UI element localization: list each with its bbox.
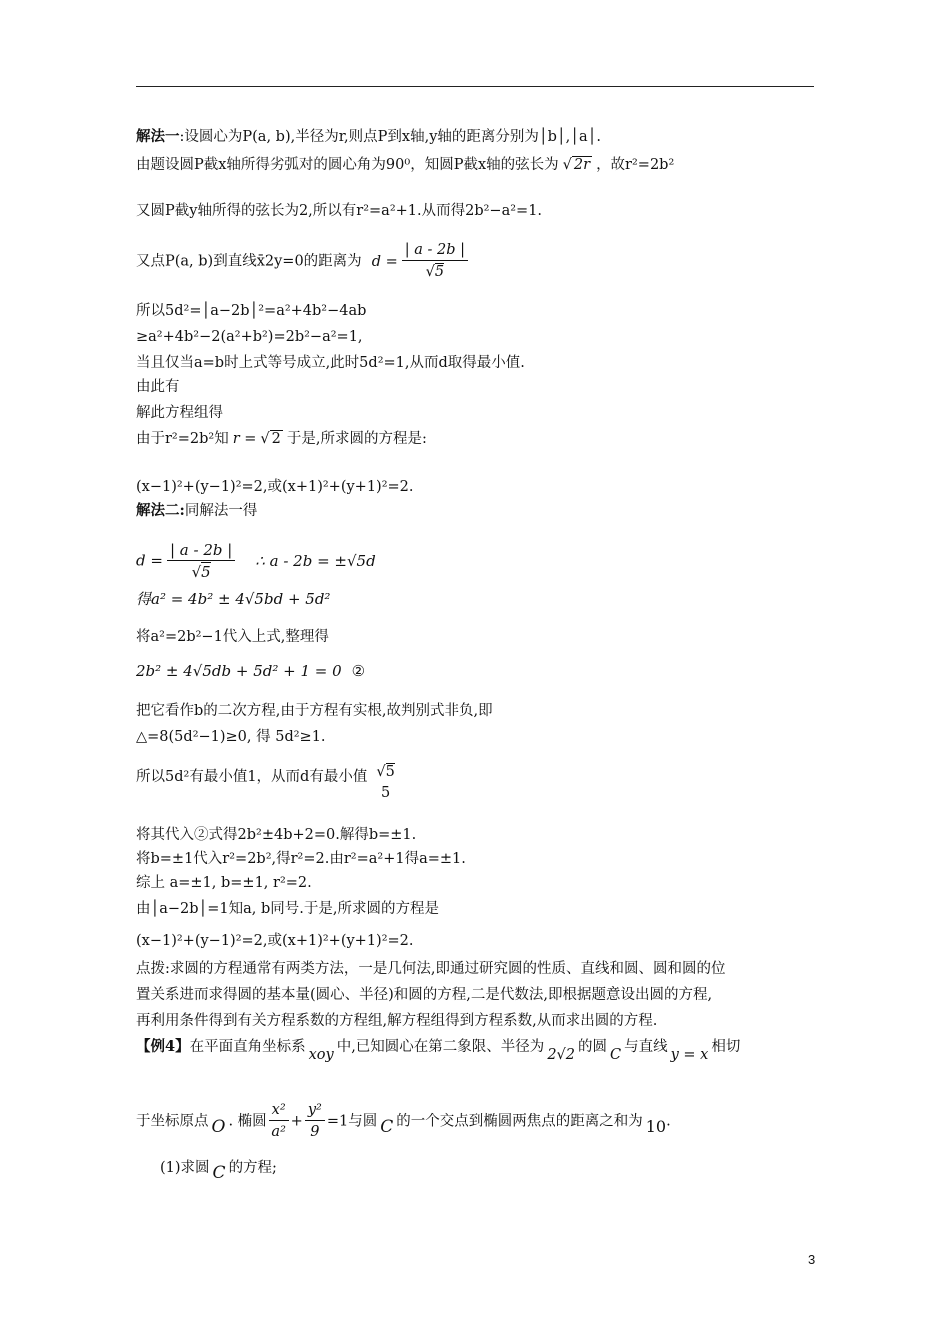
line-inequality: ≥a²+4b²−2(a²+b²)=2b²−a²=1, — [136, 329, 363, 345]
y-chord-line: 又圆P截y轴所得的弦长为2,所以有r²=a²+1.从而得2b²−a²=1. — [136, 203, 543, 219]
arc-chord-line: 由题设圆P截x轴所得劣弧对的圆心角为90⁰，知圆P截x轴的弦长为 √ 2r ，故r²=2b² — [136, 157, 675, 173]
summary: 综上 a=±1, b=±1, r²=2. — [136, 875, 312, 891]
same-sign: 由│a−2b│=1知a, b同号.于是,所求圆的方程是 — [136, 901, 439, 917]
tip-line-3: 再利用条件得到有关方程系数的方程组,解方程组得到方程系数,从而求出圆的方程. — [136, 1013, 658, 1029]
tip-line-2: 置关系进而求得圆的基本量(圆心、半径)和圆的方程,二是代数法,即根据题意设出圆的方程, — [136, 987, 713, 1003]
min-d-line: 所以5d²有最小值1，从而d有最小值 √5 5 — [136, 764, 395, 801]
page-number: 3 — [808, 1252, 816, 1267]
tip-line-1: 点拨:求圆的方程通常有两类方法，一是几何法,即通过研究圆的性质、直线和圆、圆和圆的位 — [136, 961, 726, 977]
question-1: (1)求圆 C 的方程; — [160, 1160, 277, 1183]
method1-line: 解法一:设圆心为P(a, b),半径为r,则点P到x轴,y轴的距离分别为│b│,│a│. — [136, 128, 601, 145]
method2-a2: 得a² = 4b² ± 4√5bd + 5d² — [136, 590, 331, 608]
header-rule — [136, 86, 814, 87]
line-5d2: 所以5d²=│a−2b│²=a²+4b²−4ab — [136, 303, 367, 319]
ellipse-line: 于坐标原点 O . 椭圆 $\frac{\text{x²}}{\text{a²}}$ + $\frac{\text{y²}}{9}$ =1与圆 C 的一个交点到椭圆两焦点的距离之和为 10. — [136, 1102, 671, 1140]
line-equality: 当且仅当a=b时上式等号成立,此时5d²=1,从而d取得最小值. — [136, 355, 525, 371]
distance-line: 又点P(a, b)到直线x̄2y=0的距离为 d = $\frac{| a - 2b |}{√5}$ — [136, 240, 468, 283]
method2-distance: d = $\frac{| a - 2b |}{√5}$ ∴ a - 2b = ±√5d — [136, 541, 376, 581]
substitute-b: 将其代入②式得2b²±4b+2=0.解得b=±1. — [136, 827, 417, 843]
method2-line: 解法二:同解法一得 — [136, 502, 258, 519]
circle-equations-2: (x−1)²+(y−1)²=2,或(x+1)²+(y+1)²=2. — [136, 933, 414, 949]
quadratic-b: 2b² ± 4√5db + 5d² + 1 = 0 ② — [136, 662, 366, 680]
circle-equations-1: (x−1)²+(y−1)²=2,或(x+1)²+(y+1)²=2. — [136, 479, 414, 495]
example4-line: 【例4】在平面直角坐标系 xoy 中,已知圆心在第二象限、半径为 2√2 的圆 C 与直线 y = x 相切 — [136, 1038, 741, 1063]
line-solve: 解此方程组得 — [136, 405, 223, 421]
discriminant-text: 把它看作b的二次方程,由于方程有实根,故判别式非负,即 — [136, 703, 493, 719]
solve-a: 将b=±1代入r²=2b²,得r²=2.由r²=a²+1得a=±1. — [136, 851, 466, 867]
line-r-value: 由于r²=2b²知 r = √ 2 于是,所求圆的方程是: — [136, 431, 427, 447]
discriminant-line: △=8(5d²−1)≥0, 得 5d²≥1. — [136, 729, 326, 745]
substitute-line: 将a²=2b²−1代入上式,整理得 — [136, 629, 329, 645]
line-hence: 由此有 — [136, 379, 180, 395]
